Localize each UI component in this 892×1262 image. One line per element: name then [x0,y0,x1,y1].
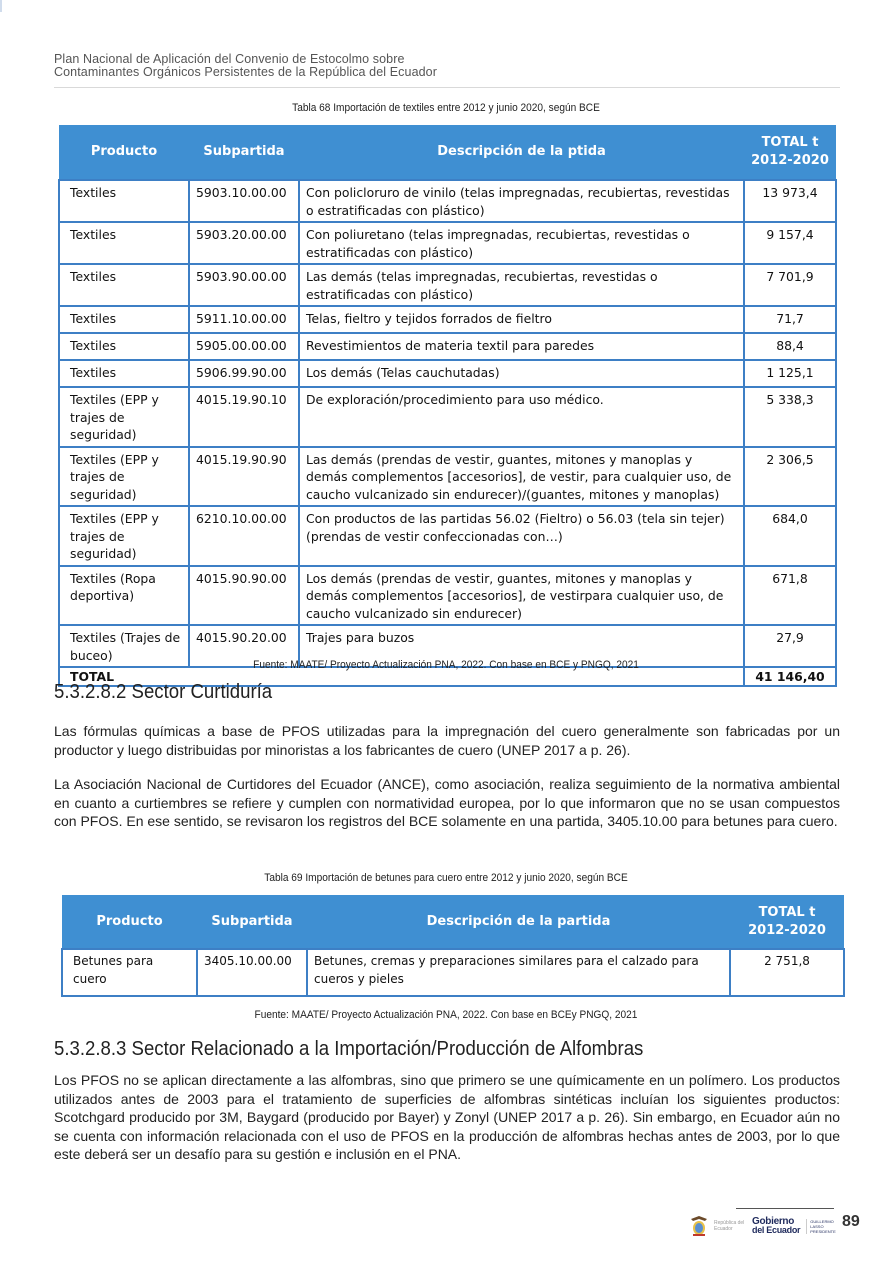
republica-label: República del Ecuador [714,1220,745,1232]
col-header-subpartida: Subpartida [189,125,299,180]
coat-of-arms-icon [690,1214,708,1238]
cell-total: 88,4 [744,333,836,360]
table-row [59,506,836,566]
table-row [59,222,836,264]
page-number: 89 [842,1213,860,1230]
cell-producto: Textiles (Trajes de buceo) [59,625,189,667]
cell-subpartida: 5911.10.00.00 [189,306,299,333]
table-row [59,333,836,360]
cell-total: 684,0 [744,506,836,566]
table-row [59,360,836,387]
table-68-caption: Tabla 68 Importación de textiles entre 2012 y junio 2020, según BCE [292,102,600,114]
cell-subpartida: 4015.90.90.00 [189,566,299,626]
cell-descripcion: Con productos de las partidas 56.02 (Fieltro) o 56.03 (tela sin tejer) (prendas de vestir confeccionadas con…) [299,506,744,566]
cell-subpartida: 4015.19.90.10 [189,387,299,447]
cell-descripcion: Trajes para buzos [299,625,744,667]
gobierno-logo [752,1217,800,1235]
col-header-descripcion: Descripción de la ptida [299,125,744,180]
table-69-caption: Tabla 69 Importación de betunes para cuero entre 2012 y junio 2020, según BCE [264,872,628,884]
cell-subpartida: 6210.10.00.00 [189,506,299,566]
cell-total: 5 338,3 [744,387,836,447]
gobierno-line-1: Gobierno [752,1216,795,1227]
section-heading-curtiduria: 5.3.2.8.2 Sector Curtiduría [54,681,273,703]
cell-subpartida: 5906.99.90.00 [189,360,299,387]
cell-producto: Textiles (EPP y trajes de seguridad) [59,447,189,507]
col-header-total [744,125,836,180]
cell-descripcion: Betunes, cremas y preparaciones similares para el calzado para cueros y pieles [307,949,730,996]
cell-total: 13 973,4 [744,180,836,222]
table-68-textiles [58,125,837,687]
cell-producto: Textiles [59,306,189,333]
cell-producto: Textiles [59,264,189,306]
section-heading-alfombras: 5.3.2.8.3 Sector Relacionado a la Importación/Producción de Alfombras [54,1038,644,1060]
cell-subpartida: 5903.20.00.00 [189,222,299,264]
col-header-total-label: TOTAL t [758,904,816,920]
cell-producto: Textiles [59,222,189,264]
col-header-total [730,895,844,949]
table-row [62,949,844,996]
cell-descripcion: Con poliuretano (telas impregnadas, recubiertas, revestidas o estratificadas con plástico) [299,222,744,264]
col-header-total-label: TOTAL t [761,135,819,150]
cell-producto: Betunes para cuero [62,949,197,996]
cell-producto: Textiles [59,360,189,387]
cell-total: 1 125,1 [744,360,836,387]
header-line-2: Contaminantes Orgánicos Persistentes de la República del Ecuador [54,65,437,79]
cell-total: 27,9 [744,625,836,667]
header-divider [54,87,840,88]
page-edge-mark [0,0,2,12]
cell-subpartida: 4015.90.20.00 [189,625,299,667]
col-header-total-period: 2012-2020 [751,153,829,168]
cell-producto: Textiles [59,333,189,360]
col-header-subpartida: Subpartida [197,895,307,949]
table-68-source: Fuente: MAATE/ Proyecto Actualización PNA, 2022. Con base en BCE y PNGQ, 2021 [253,659,639,671]
cell-descripcion: Los demás (Telas cauchutadas) [299,360,744,387]
cell-total: 9 157,4 [744,222,836,264]
cell-producto: Textiles (EPP y trajes de seguridad) [59,387,189,447]
col-header-total-period: 2012-2020 [748,922,826,938]
paragraph-curtiduria-2: La Asociación Nacional de Curtidores del Ecuador (ANCE), como asociación, realiza seguimiento de la normativa ambiental en cuanto a curtiembres se refiere y cumplen con normatividad europea, por lo que informaron que no se usan compuestos con PFOS. En ese sentido, se revisaron los registros del BCE solamente en una partida, 3405.10.00 para betunes para cuero. [54,776,840,829]
cell-descripcion: Las demás (telas impregnadas, recubiertas, revestidas o estratificadas con plástico) [299,264,744,306]
presidente-label: GUILLERMO LASSO PRESIDENTE [806,1219,838,1234]
col-header-producto: Producto [59,125,189,180]
table-row [59,264,836,306]
table-69-betunes [61,895,845,997]
cell-total: 71,7 [744,306,836,333]
cell-producto: Textiles [59,180,189,222]
cell-subpartida: 3405.10.00.00 [197,949,307,996]
paragraph-curtiduria-1: Las fórmulas químicas a base de PFOS utilizadas para la impregnación del cuero generalmente son fabricadas por un productor y luego distribuidas por minoristas a los fabricantes de cuero (UNEP 2017 a p. 26). [54,723,840,758]
cell-subpartida: 4015.19.90.90 [189,447,299,507]
col-header-producto: Producto [62,895,197,949]
cell-total: 671,8 [744,566,836,626]
cell-descripcion: Los demás (prendas de vestir, guantes, mitones y manoplas y demás complementos [accesorios], de vestirpara cualquier uso, de caucho vulcanizado sin endurecer) [299,566,744,626]
cell-descripcion: Las demás (prendas de vestir, guantes, mitones y manoplas y demás complementos [accesorios], de vestir, para cualquier uso, de caucho vulcanizado sin endurecer)/(guantes, mitones y manoplas) [299,447,744,507]
table-69-source: Fuente: MAATE/ Proyecto Actualización PNA, 2022. Con base en BCEy PNGQ, 2021 [254,1009,638,1021]
gobierno-line-2: del Ecuador [752,1225,801,1235]
footer-divider [736,1208,834,1209]
total-value: 41 146,40 [744,667,836,686]
header-line-1: Plan Nacional de Aplicación del Convenio de Estocolmo sobre [54,52,405,66]
paragraph-alfombras-1: Los PFOS no se aplican directamente a las alfombras, sino que primero se une químicamente en un polímero. Los productos utilizados antes de 2003 para el tratamiento de superficies de alfombras sintéticas incluían los siguientes productos: Scotchgard producido por 3M, Baygard (producido por Bayer) y Zonyl (UNEP 2017 a p. 26). Sin embargo, en Ecuador aún no se cuenta con información relacionada con el uso de PFOS en la producción de alfombras hechas antes de 2003, por lo que este deberá ser un desafío para su gestión e inclusión en el PNA. [54,1072,840,1162]
table-row [59,566,836,626]
table-row [59,180,836,222]
cell-descripcion: De exploración/procedimiento para uso médico. [299,387,744,447]
table-row [59,306,836,333]
col-header-descripcion: Descripción de la partida [307,895,730,949]
cell-descripcion: Telas, fieltro y tejidos forrados de fieltro [299,306,744,333]
table-row [59,387,836,447]
cell-producto: Textiles (Ropa deportiva) [59,566,189,626]
total-label: TOTAL [59,667,744,686]
cell-descripcion: Con policloruro de vinilo (telas impregnadas, recubiertas, revestidas o estratificadas con plástico) [299,180,744,222]
table-row [59,447,836,507]
cell-total: 7 701,9 [744,264,836,306]
footer-logos [690,1212,838,1240]
cell-producto: Textiles (EPP y trajes de seguridad) [59,506,189,566]
cell-total: 2 306,5 [744,447,836,507]
cell-subpartida: 5903.10.00.00 [189,180,299,222]
cell-total: 2 751,8 [730,949,844,996]
cell-descripcion: Revestimientos de materia textil para paredes [299,333,744,360]
cell-subpartida: 5905.00.00.00 [189,333,299,360]
running-header [54,53,840,79]
cell-subpartida: 5903.90.00.00 [189,264,299,306]
